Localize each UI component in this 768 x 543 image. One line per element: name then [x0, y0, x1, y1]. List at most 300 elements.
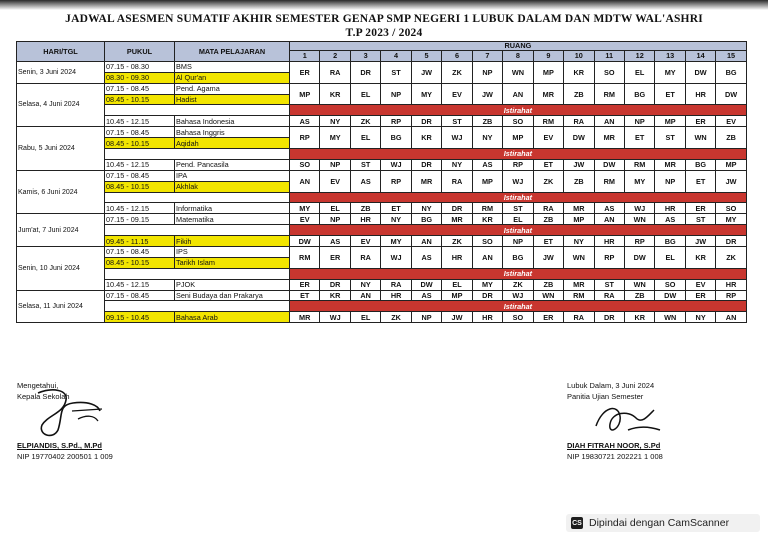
- room-code-cell: ST: [381, 61, 411, 83]
- room-code-cell: NP: [411, 312, 441, 323]
- room-code-cell: AN: [290, 170, 320, 192]
- room-number-1: 1: [290, 51, 320, 62]
- room-code-cell: MY: [411, 83, 441, 105]
- break-row: [17, 149, 747, 160]
- room-code-cell: EL: [350, 127, 380, 149]
- subject-cell: Matematika: [175, 214, 290, 225]
- break-row: [17, 268, 747, 279]
- room-code-cell: ER: [533, 312, 563, 323]
- break-blank: [105, 268, 290, 279]
- break-label: Istirahat: [290, 301, 747, 312]
- committee-title: Panitia Ujian Semester: [567, 392, 644, 401]
- camscanner-text: Dipindai dengan CamScanner: [589, 517, 730, 529]
- room-code-cell: SO: [503, 116, 533, 127]
- room-code-cell: ZB: [533, 279, 563, 290]
- room-code-cell: JW: [442, 312, 472, 323]
- subject-cell: Informatika: [175, 203, 290, 214]
- room-number-10: 10: [564, 51, 594, 62]
- room-code-cell: ST: [350, 159, 380, 170]
- room-code-cell: EV: [350, 236, 380, 247]
- subject-cell: Bahasa Indonesia: [175, 116, 290, 127]
- room-code-cell: BG: [624, 83, 654, 105]
- schedule-row: [17, 159, 747, 170]
- room-code-cell: AN: [594, 116, 624, 127]
- room-code-cell: NY: [411, 203, 441, 214]
- subject-cell: Akhlak: [175, 181, 290, 192]
- room-code-cell: RA: [381, 279, 411, 290]
- break-row: [17, 225, 747, 236]
- header-ruang: RUANG: [290, 42, 747, 51]
- room-code-cell: HR: [381, 290, 411, 301]
- subject-cell: Bahasa Inggris: [175, 127, 290, 138]
- room-code-cell: EL: [503, 214, 533, 225]
- room-number-8: 8: [503, 51, 533, 62]
- room-code-cell: MR: [533, 83, 563, 105]
- day-label: Jum'at, 7 Juni 2024: [17, 214, 105, 247]
- room-code-cell: ET: [533, 159, 563, 170]
- camscanner-icon: CS: [571, 517, 583, 529]
- room-code-cell: AN: [411, 236, 441, 247]
- room-code-cell: MR: [290, 312, 320, 323]
- day-label: Selasa, 11 Juni 2024: [17, 290, 105, 323]
- subject-cell: Fikih: [175, 236, 290, 247]
- room-code-cell: AS: [320, 236, 350, 247]
- break-label: Istirahat: [290, 192, 747, 203]
- room-code-cell: NY: [320, 116, 350, 127]
- room-code-cell: ZK: [533, 170, 563, 192]
- room-code-cell: WJ: [503, 290, 533, 301]
- room-code-cell: WJ: [381, 159, 411, 170]
- room-code-cell: EV: [533, 127, 563, 149]
- place-date: Lubuk Dalam, 3 Juni 2024: [567, 381, 655, 390]
- break-label: Istirahat: [290, 225, 747, 236]
- room-code-cell: AS: [411, 290, 441, 301]
- room-code-cell: MY: [290, 203, 320, 214]
- room-code-cell: RM: [472, 203, 502, 214]
- room-code-cell: NP: [624, 116, 654, 127]
- principal-title: Kepala Sekolah: [17, 392, 70, 401]
- room-code-cell: SO: [594, 61, 624, 83]
- room-code-cell: RP: [381, 116, 411, 127]
- room-code-cell: AS: [594, 203, 624, 214]
- room-code-cell: NY: [381, 214, 411, 225]
- principal-signature: [28, 385, 108, 445]
- room-number-11: 11: [594, 51, 624, 62]
- room-code-cell: SO: [472, 236, 502, 247]
- room-code-cell: DW: [290, 236, 320, 247]
- room-code-cell: SO: [290, 159, 320, 170]
- schedule-row: [17, 170, 747, 181]
- room-code-cell: EV: [320, 170, 350, 192]
- break-blank: [105, 149, 290, 160]
- room-code-cell: KR: [320, 83, 350, 105]
- room-code-cell: ZB: [472, 116, 502, 127]
- time-cell: 07.15 - 08.45: [105, 127, 175, 138]
- subject-cell: IPS: [175, 247, 290, 258]
- room-code-cell: MP: [716, 159, 746, 170]
- room-code-cell: WN: [533, 290, 563, 301]
- room-code-cell: KR: [624, 312, 654, 323]
- room-code-cell: MR: [594, 127, 624, 149]
- break-row: [17, 192, 747, 203]
- room-code-cell: HR: [442, 247, 472, 269]
- room-code-cell: SO: [655, 279, 685, 290]
- room-code-cell: DW: [411, 279, 441, 290]
- room-code-cell: DR: [716, 236, 746, 247]
- room-code-cell: DR: [411, 116, 441, 127]
- room-code-cell: DW: [655, 290, 685, 301]
- room-code-cell: HR: [716, 279, 746, 290]
- room-code-cell: MR: [564, 279, 594, 290]
- break-label: Istirahat: [290, 149, 747, 160]
- room-code-cell: JW: [685, 236, 715, 247]
- room-code-cell: MR: [442, 214, 472, 225]
- room-code-cell: DW: [716, 83, 746, 105]
- room-code-cell: BG: [685, 159, 715, 170]
- break-label: Istirahat: [290, 268, 747, 279]
- principal-name: ELPIANDIS, S.Pd., M.Pd: [17, 441, 103, 450]
- room-code-cell: RP: [624, 236, 654, 247]
- time-cell: 07.15 - 08.45: [105, 170, 175, 181]
- room-code-cell: ZK: [381, 312, 411, 323]
- room-code-cell: NY: [564, 236, 594, 247]
- room-code-cell: WJ: [320, 312, 350, 323]
- time-cell: 07.15 - 08.45: [105, 247, 175, 258]
- room-code-cell: DR: [472, 290, 502, 301]
- committee-signature: [588, 396, 668, 446]
- header-row: [17, 42, 747, 51]
- room-code-cell: RM: [594, 170, 624, 192]
- schedule-row: [17, 290, 747, 301]
- room-code-cell: HR: [685, 83, 715, 105]
- time-cell: 10.45 - 12.15: [105, 159, 175, 170]
- room-code-cell: KR: [564, 61, 594, 83]
- time-cell: 07.15 - 08.30: [105, 61, 175, 72]
- room-code-cell: RA: [564, 312, 594, 323]
- room-code-cell: AS: [472, 159, 502, 170]
- room-number-3: 3: [350, 51, 380, 62]
- room-code-cell: MY: [381, 236, 411, 247]
- room-code-cell: BG: [381, 127, 411, 149]
- time-cell: 07.15 - 09.15: [105, 214, 175, 225]
- room-code-cell: SO: [716, 203, 746, 214]
- room-code-cell: AN: [472, 247, 502, 269]
- room-code-cell: EL: [320, 203, 350, 214]
- room-code-cell: ER: [685, 290, 715, 301]
- room-code-cell: WN: [624, 214, 654, 225]
- room-code-cell: HR: [594, 236, 624, 247]
- schedule-row: [17, 203, 747, 214]
- room-code-cell: ER: [290, 61, 320, 83]
- header-day: HARI/TGL: [17, 42, 105, 62]
- room-code-cell: WN: [624, 279, 654, 290]
- room-code-cell: AS: [350, 170, 380, 192]
- room-code-cell: ZB: [350, 203, 380, 214]
- subject-cell: Tarikh Islam: [175, 257, 290, 268]
- scan-top-shadow: [0, 0, 768, 10]
- room-code-cell: EL: [624, 61, 654, 83]
- room-number-13: 13: [655, 51, 685, 62]
- room-code-cell: MR: [655, 159, 685, 170]
- room-code-cell: KR: [411, 127, 441, 149]
- room-code-cell: ZK: [503, 279, 533, 290]
- room-code-cell: WJ: [442, 127, 472, 149]
- principal-nip: NIP 19770402 200501 1 009: [17, 452, 113, 461]
- room-code-cell: ZB: [533, 214, 563, 225]
- time-cell: 10.45 - 12.15: [105, 116, 175, 127]
- time-cell: 09.15 - 10.45: [105, 312, 175, 323]
- room-number-9: 9: [533, 51, 563, 62]
- room-code-cell: ET: [685, 170, 715, 192]
- room-number-4: 4: [381, 51, 411, 62]
- room-code-cell: AS: [290, 116, 320, 127]
- time-cell: 08.45 - 10.15: [105, 138, 175, 149]
- room-code-cell: EL: [655, 247, 685, 269]
- room-code-cell: NY: [685, 312, 715, 323]
- room-code-cell: ZB: [564, 83, 594, 105]
- room-code-cell: WN: [564, 247, 594, 269]
- room-code-cell: ET: [381, 203, 411, 214]
- day-label: Senin, 3 Juni 2024: [17, 61, 105, 83]
- room-number-15: 15: [716, 51, 746, 62]
- day-label: Selasa, 4 Juni 2024: [17, 83, 105, 127]
- room-code-cell: DR: [594, 312, 624, 323]
- time-cell: 09.45 - 11.15: [105, 236, 175, 247]
- room-number-14: 14: [685, 51, 715, 62]
- schedule-row: [17, 279, 747, 290]
- subject-cell: Seni Budaya dan Prakarya: [175, 290, 290, 301]
- room-code-cell: ST: [594, 279, 624, 290]
- room-number-2: 2: [320, 51, 350, 62]
- room-code-cell: MP: [503, 127, 533, 149]
- time-cell: 08.45 - 10.15: [105, 181, 175, 192]
- document-title: JADWAL ASESMEN SUMATIF AKHIR SEMESTER GENAP SMP NEGERI 1 LUBUK DALAM DAN MDTW WAL'ASHRI: [65, 13, 703, 25]
- subject-cell: Hadist: [175, 94, 290, 105]
- room-code-cell: JW: [472, 83, 502, 105]
- break-label: Istirahat: [290, 105, 747, 116]
- room-code-cell: MP: [442, 290, 472, 301]
- room-code-cell: AN: [716, 312, 746, 323]
- room-code-cell: EL: [350, 312, 380, 323]
- room-code-cell: ET: [533, 236, 563, 247]
- room-code-cell: NP: [381, 83, 411, 105]
- room-code-cell: HR: [472, 312, 502, 323]
- acknowledged-label: Mengetahui,: [17, 381, 59, 390]
- camscanner-watermark: [566, 514, 760, 532]
- room-code-cell: DW: [685, 61, 715, 83]
- break-blank: [105, 192, 290, 203]
- room-code-cell: RA: [533, 203, 563, 214]
- room-code-cell: ER: [320, 247, 350, 269]
- subject-cell: Pend. Agama: [175, 83, 290, 94]
- room-code-cell: MY: [624, 170, 654, 192]
- room-code-cell: ZB: [564, 170, 594, 192]
- time-cell: 10.45 - 12.15: [105, 279, 175, 290]
- room-code-cell: RP: [290, 127, 320, 149]
- room-code-cell: EV: [442, 83, 472, 105]
- room-code-cell: WN: [685, 127, 715, 149]
- room-code-cell: AN: [503, 83, 533, 105]
- room-code-cell: WN: [503, 61, 533, 83]
- committee-nip: NIP 19830721 202221 1 008: [567, 452, 663, 461]
- room-code-cell: DW: [624, 247, 654, 269]
- room-code-cell: RP: [503, 159, 533, 170]
- room-code-cell: MR: [411, 170, 441, 192]
- room-code-cell: ET: [655, 83, 685, 105]
- room-code-cell: SO: [503, 312, 533, 323]
- room-code-cell: DR: [442, 203, 472, 214]
- room-code-cell: MY: [472, 279, 502, 290]
- room-code-cell: ZK: [350, 116, 380, 127]
- room-code-cell: RA: [594, 290, 624, 301]
- schedule-row: [17, 214, 747, 225]
- room-code-cell: MP: [533, 61, 563, 83]
- schedule-row: [17, 83, 747, 94]
- room-code-cell: NY: [350, 279, 380, 290]
- room-code-cell: ET: [290, 290, 320, 301]
- schedule-row: [17, 127, 747, 138]
- room-code-cell: WJ: [503, 170, 533, 192]
- room-code-cell: RM: [290, 247, 320, 269]
- room-code-cell: MP: [290, 83, 320, 105]
- room-code-cell: EV: [685, 279, 715, 290]
- room-code-cell: ZK: [442, 236, 472, 247]
- room-code-cell: MP: [472, 170, 502, 192]
- room-code-cell: RA: [564, 116, 594, 127]
- room-code-cell: MP: [655, 116, 685, 127]
- time-cell: 08.30 - 09.30: [105, 72, 175, 83]
- room-code-cell: ZB: [624, 290, 654, 301]
- room-code-cell: MP: [564, 214, 594, 225]
- room-code-cell: NP: [503, 236, 533, 247]
- exam-schedule-table: [16, 41, 747, 323]
- room-code-cell: DW: [594, 159, 624, 170]
- room-code-cell: AS: [655, 214, 685, 225]
- break-blank: [105, 225, 290, 236]
- room-code-cell: DR: [320, 279, 350, 290]
- room-code-cell: BG: [716, 61, 746, 83]
- room-code-cell: EV: [290, 214, 320, 225]
- room-code-cell: NP: [655, 170, 685, 192]
- room-code-cell: ZK: [716, 247, 746, 269]
- room-code-cell: MY: [716, 214, 746, 225]
- academic-year: T.P 2023 / 2024: [345, 27, 423, 39]
- schedule-row: [17, 236, 747, 247]
- room-code-cell: ZB: [716, 127, 746, 149]
- room-code-cell: RP: [716, 290, 746, 301]
- day-label: Kamis, 6 Juni 2024: [17, 170, 105, 214]
- room-code-cell: WN: [655, 312, 685, 323]
- room-code-cell: NY: [472, 127, 502, 149]
- subject-cell: BMS: [175, 61, 290, 72]
- room-code-cell: AN: [350, 290, 380, 301]
- room-code-cell: DW: [564, 127, 594, 149]
- room-code-cell: ST: [655, 127, 685, 149]
- room-code-cell: MR: [564, 203, 594, 214]
- subject-cell: Pend. Pancasila: [175, 159, 290, 170]
- room-number-5: 5: [411, 51, 441, 62]
- schedule-row: [17, 116, 747, 127]
- room-code-cell: AN: [594, 214, 624, 225]
- room-code-cell: RM: [624, 159, 654, 170]
- header-time: PUKUL: [105, 42, 175, 62]
- break-blank: [105, 301, 290, 312]
- room-code-cell: BG: [655, 236, 685, 247]
- room-code-cell: EV: [716, 116, 746, 127]
- room-code-cell: NP: [320, 159, 350, 170]
- time-cell: 07.15 - 08.45: [105, 83, 175, 94]
- room-code-cell: BG: [503, 247, 533, 269]
- room-code-cell: AS: [411, 247, 441, 269]
- room-code-cell: ER: [685, 203, 715, 214]
- room-code-cell: KR: [320, 290, 350, 301]
- time-cell: 08.45 - 10.15: [105, 257, 175, 268]
- room-code-cell: JW: [411, 61, 441, 83]
- break-row: [17, 301, 747, 312]
- room-code-cell: ST: [685, 214, 715, 225]
- subject-cell: Al Qur'an: [175, 72, 290, 83]
- room-code-cell: HR: [655, 203, 685, 214]
- room-code-cell: NP: [320, 214, 350, 225]
- room-code-cell: ET: [624, 127, 654, 149]
- room-number-6: 6: [442, 51, 472, 62]
- room-number-7: 7: [472, 51, 502, 62]
- room-code-cell: WJ: [624, 203, 654, 214]
- room-code-cell: JW: [564, 159, 594, 170]
- subject-cell: IPA: [175, 170, 290, 181]
- subject-cell: PJOK: [175, 279, 290, 290]
- time-cell: 10.45 - 12.15: [105, 203, 175, 214]
- room-code-cell: NY: [442, 159, 472, 170]
- room-code-cell: ST: [503, 203, 533, 214]
- room-code-cell: RM: [594, 83, 624, 105]
- room-code-cell: ER: [290, 279, 320, 290]
- room-code-cell: DR: [350, 61, 380, 83]
- room-code-cell: ZK: [442, 61, 472, 83]
- room-code-cell: RM: [533, 116, 563, 127]
- room-code-cell: KR: [685, 247, 715, 269]
- room-code-cell: ST: [442, 116, 472, 127]
- time-cell: 07.15 - 08.45: [105, 290, 175, 301]
- room-code-cell: KR: [472, 214, 502, 225]
- room-code-cell: ER: [685, 116, 715, 127]
- room-code-cell: JW: [716, 170, 746, 192]
- break-row: [17, 105, 747, 116]
- room-code-cell: EL: [350, 83, 380, 105]
- room-code-cell: DR: [411, 159, 441, 170]
- room-code-cell: HR: [350, 214, 380, 225]
- room-code-cell: RP: [381, 170, 411, 192]
- day-label: Senin, 10 Juni 2024: [17, 247, 105, 291]
- committee-name: DIAH FITRAH NOOR, S.Pd: [567, 441, 661, 450]
- subject-cell: Bahasa Arab: [175, 312, 290, 323]
- room-code-cell: RP: [594, 247, 624, 269]
- schedule-row: [17, 247, 747, 258]
- header-subject: MATA PELAJARAN: [175, 42, 290, 62]
- room-code-cell: WJ: [381, 247, 411, 269]
- room-code-cell: BG: [411, 214, 441, 225]
- day-label: Rabu, 5 Juni 2024: [17, 127, 105, 171]
- room-code-cell: RM: [564, 290, 594, 301]
- schedule-row: [17, 312, 747, 323]
- room-code-cell: RA: [350, 247, 380, 269]
- room-code-cell: MY: [320, 127, 350, 149]
- room-code-cell: MY: [655, 61, 685, 83]
- room-code-cell: NP: [472, 61, 502, 83]
- room-code-cell: RA: [442, 170, 472, 192]
- room-code-cell: RA: [320, 61, 350, 83]
- break-blank: [105, 105, 290, 116]
